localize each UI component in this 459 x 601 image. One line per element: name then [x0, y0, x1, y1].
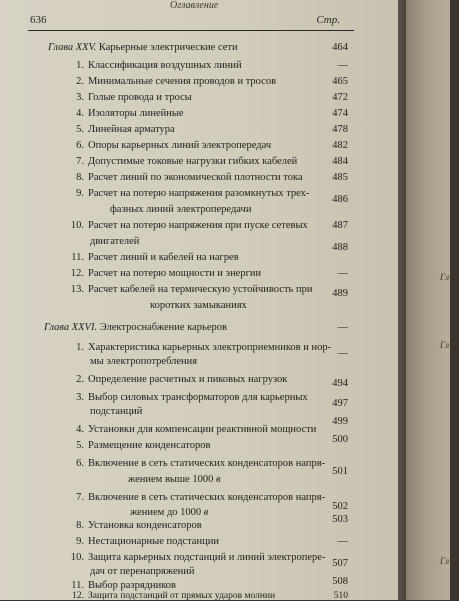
entry-number: 7. — [76, 156, 84, 167]
entry-number: 5. — [76, 440, 84, 451]
entry-number: 11. — [71, 252, 84, 263]
entry-title: Нестационарные подстанции — [88, 536, 219, 547]
entry-number: 2. — [76, 76, 84, 87]
chapter-title: Карьерные электрические сети — [98, 42, 238, 53]
facing-page-edge — [406, 0, 450, 600]
entry-number: 8. — [76, 520, 84, 531]
entry-page: 484 — [332, 156, 348, 167]
entry-page: 474 — [332, 108, 348, 119]
entry-number: 11. — [71, 580, 84, 591]
chapter-page: — — [337, 322, 348, 333]
entry-number: 4. — [76, 424, 84, 435]
entry-title: Размещение конденсаторов — [88, 440, 211, 451]
entry-title: Установка конденсаторов — [88, 520, 202, 531]
page-number: 636 — [30, 14, 47, 26]
entry-title: Голые провода и тросы — [88, 92, 192, 103]
entry-title-continued: подстанций — [90, 406, 143, 417]
entry-page: 489 — [332, 288, 348, 299]
entry-title: Характеристика карьерных электроприемников и нор- — [88, 342, 332, 353]
entry-number: 3. — [76, 392, 84, 403]
entry-number: 13. — [70, 284, 84, 295]
entry-page: 508 — [332, 576, 348, 587]
entry-title: Защита карьерных подстанций и линий электропере- — [88, 552, 326, 563]
entry-page: 499 — [332, 416, 348, 427]
entry-page: 487 — [332, 220, 348, 231]
facing-page-text: Глав — [440, 340, 459, 350]
unit-volt: в — [215, 474, 221, 485]
entry-page: 486 — [332, 194, 348, 205]
entry-number: 10. — [70, 220, 84, 231]
header-rule — [28, 30, 354, 31]
entry-title: Расчет линий по экономической плотности тока — [88, 172, 303, 183]
running-head: Оглавление — [170, 0, 219, 11]
entry-page: 494 — [332, 378, 348, 389]
entry-page: — — [337, 60, 348, 71]
entry-page: 485 — [332, 172, 348, 183]
entry-title: Расчет на потерю напряжения разомкнутых трех- — [88, 188, 310, 199]
entry-title-continued: жением выше 1000 — [128, 474, 214, 485]
entry-title: Расчет на потерю мощности и энергии — [88, 268, 262, 279]
entry-title: Выбор разрядников — [88, 580, 177, 591]
entry-title: Расчет кабелей на термическую устойчивость при — [88, 284, 313, 295]
entry-page: 510 — [333, 591, 348, 601]
entry-title-continued: дач от перенапряжений — [90, 566, 195, 577]
chapter-label: Глава XXVI. — [44, 322, 98, 333]
entry-title: Выбор силовых трансформаторов для карьерных — [88, 392, 308, 403]
entry-number: 9. — [76, 188, 84, 199]
entry-title: Установки для компенсации реактивной мощности — [88, 424, 317, 435]
entry-page: 501 — [332, 466, 348, 477]
entry-number: 1. — [76, 342, 84, 353]
unit-volt: в — [203, 507, 209, 518]
entry-number: 6. — [76, 458, 84, 469]
entry-number: 7. — [76, 492, 84, 503]
entry-number: 9. — [76, 536, 84, 547]
entry-number: 4. — [76, 108, 84, 119]
entry-title: Расчет на потерю напряжения при пуске сетевых — [88, 220, 308, 231]
entry-title: Определение расчетных и пиковых нагрузок — [88, 374, 288, 385]
chapter-page: 464 — [332, 42, 348, 53]
entry-number: 6. — [76, 140, 84, 151]
entry-title: Опоры карьерных линий электропередач — [88, 140, 272, 151]
entry-title: Расчет линий и кабелей на нагрев — [88, 252, 239, 263]
entry-title-continued: двигателей — [90, 236, 140, 247]
entry-number: 12. — [70, 268, 84, 279]
entry-title-continued: мы электропотребления — [90, 356, 198, 367]
entry-page: 482 — [332, 140, 348, 151]
entry-number: 12. — [72, 591, 84, 601]
entry-title: Классификация воздушных линий — [88, 60, 242, 71]
entry-title: Линейная арматура — [88, 124, 175, 135]
entry-title: Допустимые токовые нагрузки гибких кабелей — [88, 156, 298, 167]
entry-title: Защита подстанций от прямых ударов молнии — [88, 591, 276, 601]
entry-title-continued: жением до 1000 — [130, 507, 202, 518]
chapter-title: Электроснабжение карьеров — [99, 322, 227, 333]
entry-page: 472 — [332, 92, 348, 103]
entry-page: — — [337, 348, 348, 359]
entry-number: 8. — [76, 172, 84, 183]
entry-page: 503 — [332, 514, 348, 525]
column-header: Стр. — [316, 14, 340, 26]
entry-title-continued: коротких замыканиях — [150, 300, 247, 311]
entry-page: 507 — [332, 558, 348, 569]
entry-page: 500 — [332, 434, 348, 445]
chapter-label: Глава XXV. — [48, 42, 97, 53]
entry-number: 3. — [76, 92, 84, 103]
entry-page: 497 — [332, 398, 348, 409]
entry-number: 1. — [76, 60, 84, 71]
entry-number: 5. — [76, 124, 84, 135]
entry-page: 488 — [332, 242, 348, 253]
entry-number: 10. — [70, 552, 84, 563]
entry-page: 465 — [332, 76, 348, 87]
entry-page: 502 — [332, 501, 348, 512]
entry-title: Изоляторы линейные — [88, 108, 184, 119]
entry-page: 478 — [332, 124, 348, 135]
entry-title: Включение в сеть статических конденсаторов напря- — [88, 492, 326, 503]
entry-title: Включение в сеть статических конденсаторов напря- — [88, 458, 326, 469]
facing-page-text: Гла — [440, 556, 455, 566]
entry-number: 2. — [76, 374, 84, 385]
entry-title: Минимальные сечения проводов и тросов — [88, 76, 277, 87]
entry-title-continued: фазных линий электропередачи — [110, 204, 252, 215]
entry-page: — — [337, 536, 348, 547]
facing-page-text: Глав — [440, 272, 459, 282]
entry-page: — — [337, 268, 348, 279]
